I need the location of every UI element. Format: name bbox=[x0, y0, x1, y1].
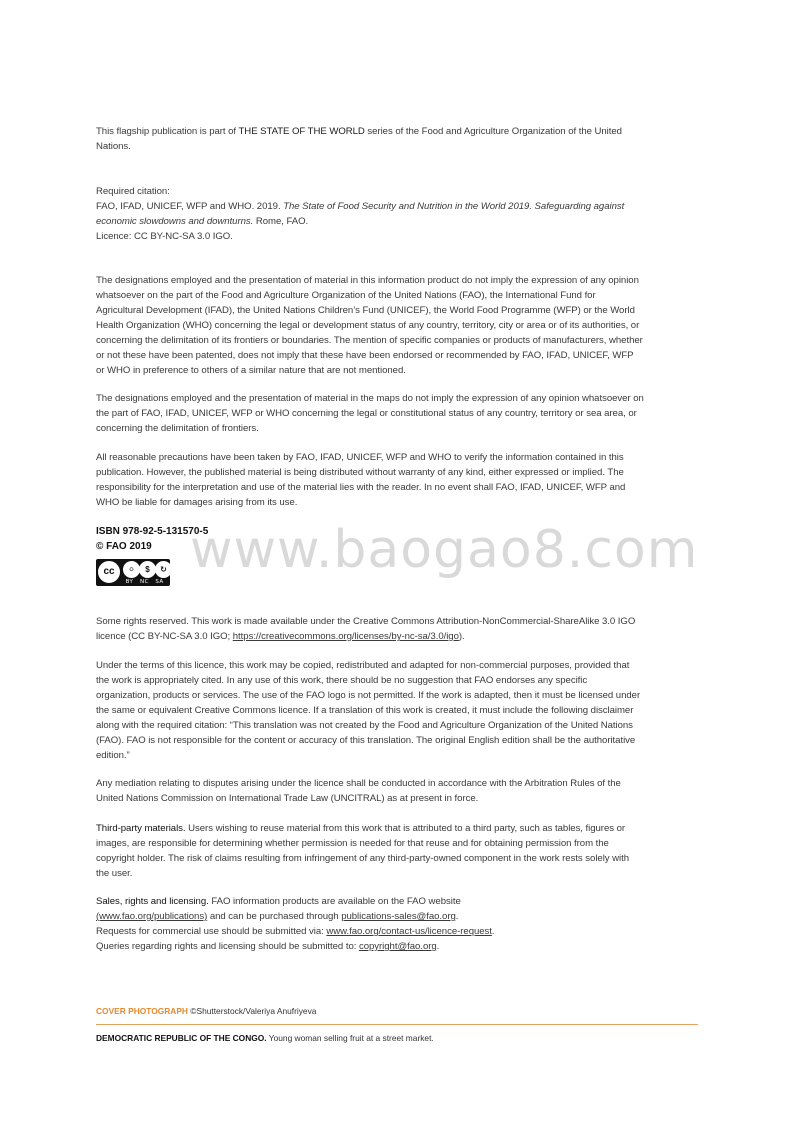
citation-place: Rome, FAO. bbox=[253, 216, 309, 227]
publications-link[interactable]: (www.fao.org/publications) bbox=[96, 911, 208, 922]
footer-divider bbox=[96, 1024, 698, 1025]
noncommercial-icon: $ bbox=[139, 561, 156, 578]
cover-caption bbox=[96, 1033, 434, 1043]
flagship-note bbox=[96, 124, 644, 154]
requests-after: . bbox=[491, 926, 495, 937]
queries-text: Queries regarding rights and licensing should be submitted to: bbox=[96, 941, 359, 952]
attribution-icon: ⚪ bbox=[123, 561, 140, 578]
sharealike-icon: ↻ bbox=[155, 561, 172, 578]
third-party-materials bbox=[96, 821, 644, 881]
disclaimer-2: The designations employed and the presentation of material in the maps do not imply the expression of any opinion whatsoever on the part of FAO, IFAD, UNICEF, WFP or WHO concerning the legal or constitutional status of any country, territory or sea area, or concerning the delimitation of frontiers. bbox=[96, 393, 644, 434]
flagship-before: This flagship publication is part of bbox=[96, 126, 239, 137]
cc-licence-badge[interactable] bbox=[96, 559, 170, 586]
third-party-lead: Third-party materials. bbox=[96, 823, 186, 834]
sales-text-3: . bbox=[455, 911, 459, 922]
cc-label-sa: SA bbox=[155, 579, 164, 585]
citation-label: Required citation: bbox=[96, 186, 170, 197]
caption-key: DEMOCRATIC REPUBLIC OF THE CONGO. bbox=[96, 1033, 267, 1043]
cover-key: COVER PHOTOGRAPH bbox=[96, 1006, 188, 1016]
rights-after: ). bbox=[458, 631, 465, 642]
copyright-line: © FAO 2019 bbox=[96, 541, 152, 552]
cover-credit: ©Shutterstock/Valeriya Anufriyeva bbox=[187, 1006, 317, 1016]
citation-title: The State of Food Security and Nutrition in the World 2019. Safeguarding against economic slowdowns and downturns. bbox=[96, 201, 625, 227]
disclaimer-3: All reasonable precautions have been taken by FAO, IFAD, UNICEF, WFP and WHO to verify the information contained in this publication. However, the published material is being distributed without warranty of any kind, either expressed or implied. The responsibility for the interpretation and use of the material lies with the reader. In no event shall FAO, IFAD, UNICEF, WFP and WHO be liable for damages arising from its use. bbox=[96, 452, 626, 508]
series-name: THE STATE OF THE WORLD bbox=[238, 126, 365, 137]
queries-after: . bbox=[436, 941, 440, 952]
flagship-after: series of the Food and Agriculture Organization of the United Nations. bbox=[96, 126, 622, 152]
cc-licence-link[interactable]: https://creativecommons.org/licenses/by-nc-sa/3.0/igo bbox=[232, 631, 459, 642]
sales-text-1: FAO information products are available on the FAO website bbox=[208, 896, 461, 907]
isbn: ISBN 978-92-5-131570-5 bbox=[96, 526, 209, 537]
sales-rights-licensing bbox=[96, 894, 644, 954]
caption-text: Young woman selling fruit at a street market. bbox=[266, 1033, 434, 1043]
citation-authors: FAO, IFAD, UNICEF, WFP and WHO. 2019. bbox=[96, 201, 284, 212]
required-citation bbox=[96, 184, 644, 244]
cover-photograph-credit bbox=[96, 1006, 316, 1016]
cc-icon: cc bbox=[98, 561, 120, 583]
third-party-text: Users wishing to reuse material from this work that is attributed to a third party, such as tables, figures or images, are responsible for determining whether permission is needed for that reuse and for obtaining permission from the copyright holder. The risk of claims resulting from infringement of any third-party-owned component in the work rests solely with the user. bbox=[96, 823, 629, 879]
licence-request-link[interactable]: www.fao.org/contact-us/licence-request bbox=[326, 926, 492, 937]
rights-statement bbox=[96, 614, 644, 644]
cc-badge-labels bbox=[122, 579, 167, 585]
mediation-note: Any mediation relating to disputes arising under the licence shall be conducted in accordance with the Arbitration Rules of the United Nations Commission on International Trade Law (UNCITRAL) as at present in force. bbox=[96, 778, 621, 804]
cc-label-by: BY bbox=[125, 579, 134, 585]
cc-label-nc: NC bbox=[140, 579, 149, 585]
watermark: www.baogao8.com bbox=[190, 520, 699, 580]
disclaimer-1: The designations employed and the presentation of material in this information product do not imply the expression of any opinion whatsoever on the part of the Food and Agriculture Organization of the United Nations (FAO), the International Fund for Agricultural Development (IFAD), the United Nations Children’s Fund (UNICEF), the World Food Programme (WFP) or the World Health Organization (WHO) concerning the legal or development status of any country, territory, city or area or of its authorities, or concerning the delimitation of its frontiers or boundaries. The mention of specific companies or products of manufacturers, whether or not these have been patented, does not imply that these have been endorsed or recommended by FAO, IFAD, UNICEF, WFP or WHO in preference to others of a similar nature that are not mentioned. bbox=[96, 275, 643, 376]
sales-text-2: and can be purchased through bbox=[207, 911, 342, 922]
sales-lead: Sales, rights and licensing. bbox=[96, 896, 209, 907]
licence-terms: Under the terms of this licence, this work may be copied, redistributed and adapted for non-commercial purposes, provided that the work is appropriately cited. In any use of this work, there should be no suggestion that FAO endorses any specific organization, products or services. The use of the FAO logo is not permitted. If the work is adapted, then it must be licensed under the same or equivalent Creative Commons licence. If a translation of this work is created, it must include the following disclaimer along with the required citation: “This translation was not created by the Food and Agriculture Organization of the United Nations (FAO). FAO is not responsible for the content or accuracy of this translation. The original English edition shall be the authoritative edition.” bbox=[96, 660, 641, 761]
rights-text: Some rights reserved. This work is made available under the Creative Commons Attribution-NonCommercial-ShareAlike 3.0 IGO licence (CC BY-NC-SA 3.0 IGO; bbox=[96, 616, 636, 642]
copyright-email-link[interactable]: copyright@fao.org bbox=[358, 941, 437, 952]
citation-licence: Licence: CC BY-NC-SA 3.0 IGO. bbox=[96, 231, 233, 242]
requests-text: Requests for commercial use should be submitted via: bbox=[96, 926, 327, 937]
sales-email-link[interactable]: publications-sales@fao.org bbox=[341, 911, 456, 922]
